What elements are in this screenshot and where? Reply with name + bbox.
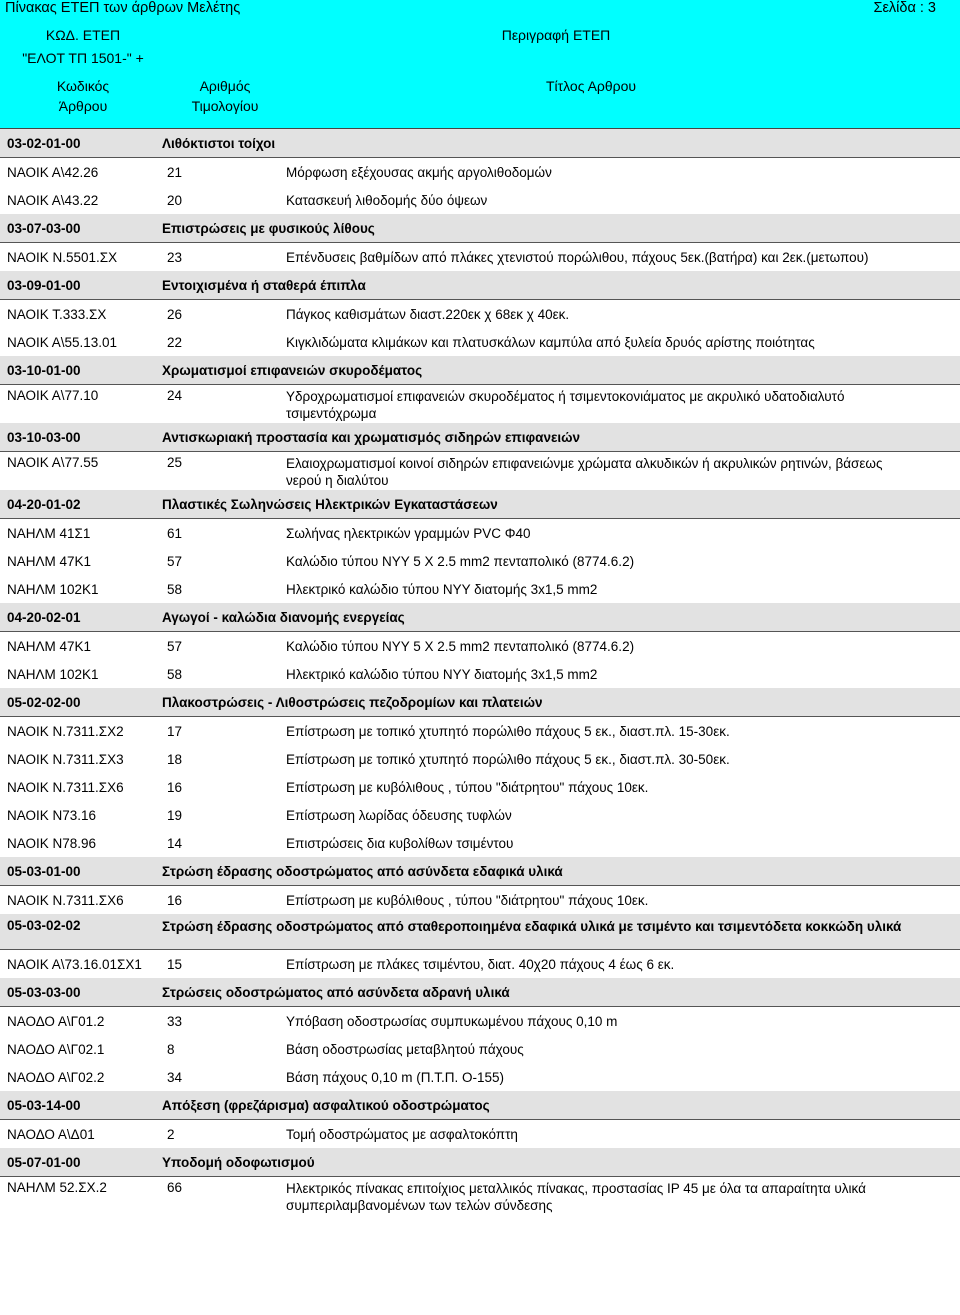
article-title: Υδροχρωματισμοί επιφανειών σκυροδέματος ή τσιμεντοκονιάματος με ακρυλικό υδατοδιαλυτό τσιμεντόχρωμα <box>286 389 845 421</box>
price-number: 22 <box>167 334 183 350</box>
article-code: ΝΑΟΙΚ Ν.7311.ΣΧ2 <box>7 723 124 739</box>
section-title: Στρώσεις οδοστρώματος από ασύνδετα αδρανή υλικά <box>162 984 510 1000</box>
section-row <box>0 1148 960 1177</box>
article-title: Επίστρωση με τοπικό χτυπητό πορώλιθο πάχους 5 εκ., διαστ.πλ. 30-50εκ. <box>286 751 730 767</box>
section-row <box>0 914 960 950</box>
column-header-article-code <box>18 76 148 116</box>
article-row <box>0 1063 960 1091</box>
article-title: Μόρφωση εξέχουσας ακμής αργολιθοδομών <box>286 164 552 180</box>
article-title: Καλώδιο τύπου ΝΥΥ 5 Χ 2.5 mm2 πενταπολικό (8774.6.2) <box>286 553 635 569</box>
article-row <box>0 1120 960 1148</box>
article-title: Βάση οδοστρωσίας μεταβλητού πάχους <box>286 1041 524 1057</box>
price-number: 57 <box>167 553 183 569</box>
section-code: 04-20-02-01 <box>7 609 81 625</box>
price-number: 58 <box>167 666 183 682</box>
article-title: Επίστρωση με πλάκες τσιμέντου, διατ. 40χ20 πάχους 4 έως 6 εκ. <box>286 956 675 972</box>
article-code: ΝΑΟΔΟ Α\Δ01 <box>7 1126 95 1142</box>
section-code: 05-03-01-00 <box>7 863 81 879</box>
price-number: 25 <box>167 455 183 470</box>
article-row <box>0 243 960 271</box>
article-row <box>0 829 960 857</box>
article-code: ΝΑΟΙΚ Ν.7311.ΣΧ6 <box>7 892 124 908</box>
column-header-price-number-line1: Αριθμός <box>199 78 251 94</box>
header-description-etep: Περιγραφή ΕΤΕΠ <box>501 27 611 43</box>
section-code: 03-10-03-00 <box>7 429 81 445</box>
header-code-etep: ΚΩΔ. ΕΤΕΠ <box>45 27 121 43</box>
price-number: 16 <box>167 892 183 908</box>
section-row <box>0 857 960 886</box>
section-code: 03-07-03-00 <box>7 220 81 236</box>
document-title: Πίνακας ΕΤΕΠ των άρθρων Μελέτης <box>5 0 241 16</box>
article-code: ΝΑΟΔΟ Α\Γ02.2 <box>7 1069 105 1085</box>
section-row <box>0 1091 960 1120</box>
article-row <box>0 158 960 186</box>
article-code: ΝΑΟΙΚ Α\55.13.01 <box>7 334 118 350</box>
section-title: Στρώση έδρασης οδοστρώματος από σταθεροποιημένα εδαφικά υλικά με τσιμέντο και τσιμεντόδετα κοκκώδη υλικά <box>162 919 902 934</box>
article-row <box>0 660 960 688</box>
article-code: ΝΑΗΛΜ 47Κ1 <box>7 553 92 569</box>
price-number: 18 <box>167 751 183 767</box>
section-code: 04-20-01-02 <box>7 496 81 512</box>
section-title: Λιθόκτιστοι τοίχοι <box>162 135 276 151</box>
column-header-article-code-line2: Άρθρου <box>58 98 108 114</box>
article-code: ΝΑΗΛΜ 47Κ1 <box>7 638 92 654</box>
price-number: 23 <box>167 249 183 265</box>
price-number: 15 <box>167 956 183 972</box>
article-code: ΝΑΟΔΟ Α\Γ02.1 <box>7 1041 105 1057</box>
article-title: Ηλεκτρικό καλώδιο τύπου NYY διατομής 3x1,5 mm2 <box>286 581 598 597</box>
price-number: 24 <box>167 388 183 403</box>
article-code: ΝΑΗΛΜ 102Κ1 <box>7 666 99 682</box>
section-title: Επιστρώσεις με φυσικούς λίθους <box>162 220 375 236</box>
article-title: Επιστρώσεις δια κυβολίθων τσιμέντου <box>286 835 514 851</box>
section-title: Εντοιχισμένα ή σταθερά έπιπλα <box>162 277 366 293</box>
article-row <box>0 519 960 547</box>
section-row <box>0 423 960 452</box>
article-code: ΝΑΟΔΟ Α\Γ01.2 <box>7 1013 105 1029</box>
article-code: ΝΑΟΙΚ Ν.5501.ΣΧ <box>7 249 118 265</box>
article-row <box>0 745 960 773</box>
section-title: Απόξεση (φρεζάρισμα) ασφαλτικού οδοστρώματος <box>162 1097 490 1113</box>
section-code: 03-09-01-00 <box>7 277 81 293</box>
article-title: Επίστρωση λωρίδας όδευσης τυφλών <box>286 807 512 823</box>
article-code: ΝΑΟΙΚ Α\77.10 <box>7 388 99 403</box>
article-row <box>0 1177 960 1215</box>
article-title: Επίστρωση με κυβόλιθους , τύπου "διάτρητου" πάχους 10εκ. <box>286 892 649 908</box>
article-row <box>0 186 960 214</box>
article-title: Κατασκευή λιθοδομής δύο όψεων <box>286 192 488 208</box>
price-number: 66 <box>167 1180 183 1195</box>
section-code: 05-03-14-00 <box>7 1097 81 1113</box>
section-code: 03-02-01-00 <box>7 135 81 151</box>
section-title: Αγωγοί - καλώδια διανομής ενεργείας <box>162 609 405 625</box>
article-row <box>0 886 960 914</box>
column-header-price-number-line2: Τιμολογίου <box>191 98 259 114</box>
header-elot: "ΕΛΟΤ ΤΠ 1501-" + <box>22 50 144 66</box>
article-code: ΝΑΟΙΚ Τ.333.ΣΧ <box>7 306 107 322</box>
article-title: Κιγκλιδώματα κλιμάκων και πλατυσκάλων καμπύλα από ξυλεία δρυός αρίστης ποιότητας <box>286 334 815 350</box>
article-code: ΝΑΟΙΚ Α\77.55 <box>7 455 99 470</box>
section-row <box>0 603 960 632</box>
article-row <box>0 328 960 356</box>
article-code: ΝΑΟΙΚ Ν.7311.ΣΧ3 <box>7 751 124 767</box>
article-code: ΝΑΟΙΚ Ν.7311.ΣΧ6 <box>7 779 124 795</box>
section-code: 03-10-01-00 <box>7 362 81 378</box>
page-number: Σελίδα : 3 <box>873 0 936 16</box>
article-title: Καλώδιο τύπου ΝΥΥ 5 Χ 2.5 mm2 πενταπολικό (8774.6.2) <box>286 638 635 654</box>
section-code: 05-07-01-00 <box>7 1154 81 1170</box>
price-number: 26 <box>167 306 183 322</box>
price-number: 14 <box>167 835 183 851</box>
article-row <box>0 575 960 603</box>
price-number: 33 <box>167 1013 183 1029</box>
column-header-article-code-line1: Κωδικός <box>56 78 110 94</box>
article-title: Ελαιοχρωματισμοί κοινοί σιδηρών επιφανειώνμε χρώματα αλκυδικών ή ακρυλικών ρητινών, βάσεως νερού η διαλύτου <box>286 456 883 488</box>
price-number: 34 <box>167 1069 183 1085</box>
price-number: 16 <box>167 779 183 795</box>
section-row <box>0 214 960 243</box>
section-code: 05-02-02-00 <box>7 694 81 710</box>
article-row <box>0 632 960 660</box>
article-row <box>0 801 960 829</box>
section-row <box>0 978 960 1007</box>
article-title: Βάση πάχους 0,10 m (Π.Τ.Π. Ο-155) <box>286 1069 504 1085</box>
article-row <box>0 452 960 490</box>
section-code: 05-03-02-02 <box>7 918 81 933</box>
section-title: Στρώση έδρασης οδοστρώματος από ασύνδετα εδαφικά υλικά <box>162 863 563 879</box>
article-code: ΝΑΟΙΚ Ν73.16 <box>7 807 97 823</box>
price-number: 58 <box>167 581 183 597</box>
section-title: Υποδομή οδοφωτισμού <box>162 1154 315 1170</box>
article-title: Υπόβαση οδοστρωσίας συμπυκωμένου πάχους 0,10 m <box>286 1013 618 1029</box>
section-title: Πλακοστρώσεις - Λιθοστρώσεις πεζοδρομίων και πλατειών <box>162 694 543 710</box>
section-row <box>0 356 960 385</box>
price-number: 20 <box>167 192 183 208</box>
article-title: Επίστρωση με τοπικό χτυπητό πορώλιθο πάχους 5 εκ., διαστ.πλ. 15-30εκ. <box>286 723 730 739</box>
article-row <box>0 547 960 575</box>
article-code: ΝΑΗΛΜ 41Σ1 <box>7 525 91 541</box>
price-number: 19 <box>167 807 183 823</box>
section-code: 05-03-03-00 <box>7 984 81 1000</box>
price-number: 57 <box>167 638 183 654</box>
price-number: 61 <box>167 525 183 541</box>
column-header-article-title: Τίτλος Αρθρου <box>545 78 637 94</box>
price-number: 17 <box>167 723 183 739</box>
article-title: Επένδυσεις βαθμίδων από πλάκες χτενιστού πορώλιθου, πάχους 5εκ.(βατήρα) και 2εκ.(μετωπου) <box>286 249 869 265</box>
price-number: 2 <box>167 1126 175 1142</box>
section-row <box>0 688 960 717</box>
article-code: ΝΑΟΙΚ Α\73.16.01ΣΧ1 <box>7 956 142 972</box>
articles-table <box>0 129 960 1215</box>
section-row <box>0 271 960 300</box>
section-title: Χρωματισμοί επιφανειών σκυροδέματος <box>162 362 423 378</box>
article-row <box>0 717 960 745</box>
article-row <box>0 1007 960 1035</box>
article-title: Ηλεκτρικός πίνακας επιτοίχιος μεταλλικός πίνακας, προστασίας IP 45 με όλα τα απαραίτητα υλικά συμπεριλαμβανομένων των τελών σύνδεσης <box>286 1181 866 1213</box>
article-row <box>0 1035 960 1063</box>
article-code: ΝΑΗΛΜ 102Κ1 <box>7 581 99 597</box>
column-header-price-number <box>165 76 285 116</box>
article-row <box>0 950 960 978</box>
price-number: 8 <box>167 1041 175 1057</box>
section-row <box>0 129 960 158</box>
article-code: ΝΑΟΙΚ Α\42.26 <box>7 164 99 180</box>
article-row <box>0 385 960 423</box>
article-title: Ηλεκτρικό καλώδιο τύπου NYY διατομής 3x1,5 mm2 <box>286 666 598 682</box>
article-title: Επίστρωση με κυβόλιθους , τύπου "διάτρητου" πάχους 10εκ. <box>286 779 649 795</box>
section-title: Πλαστικές Σωληνώσεις Ηλεκτρικών Εγκαταστάσεων <box>162 496 498 512</box>
section-row <box>0 490 960 519</box>
section-title: Αντισκωριακή προστασία και χρωματισμός σιδηρών επιφανειών <box>162 429 581 445</box>
article-row <box>0 773 960 801</box>
article-title: Τομή οδοστρώματος με ασφαλτοκόπτη <box>286 1126 518 1142</box>
article-title: Πάγκος καθισμάτων διαστ.220εκ χ 68εκ χ 40εκ. <box>286 306 570 322</box>
article-code: ΝΑΟΙΚ Α\43.22 <box>7 192 99 208</box>
article-code: ΝΑΟΙΚ Ν78.96 <box>7 835 97 851</box>
article-code: ΝΑΗΛΜ 52.ΣΧ.2 <box>7 1180 107 1195</box>
article-row <box>0 300 960 328</box>
price-number: 21 <box>167 164 183 180</box>
article-title: Σωλήνας ηλεκτρικών γραμμών PVC Φ40 <box>286 525 531 541</box>
